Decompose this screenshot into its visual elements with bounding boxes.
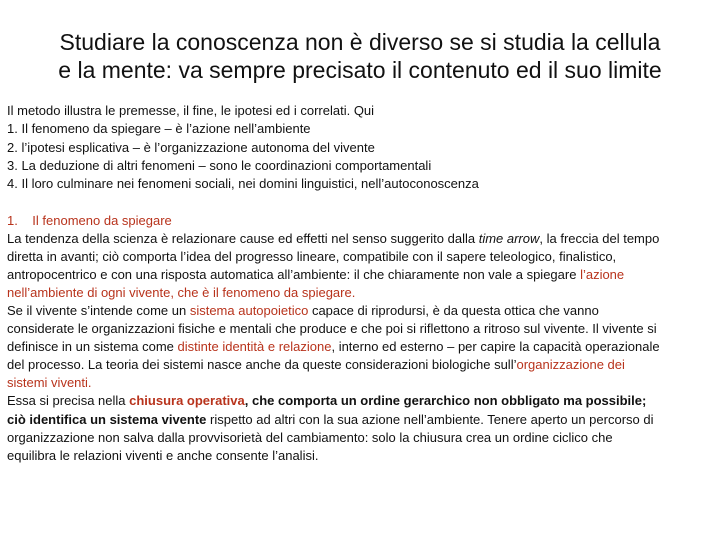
intro-line: 1. Il fenomeno da spiegare – è l’azione nell’ambiente bbox=[7, 121, 311, 137]
intro-line: 3. La deduzione di altri fenomeni – sono le coordinazioni comportamentali bbox=[7, 157, 432, 173]
paragraph-line: diretta in avanti; ciò comporta l’idea del progresso lineare, compatibile con il sapere teleologico, finalistico, bbox=[7, 249, 617, 265]
intro-line: Il metodo illustra le premesse, il fine, le ipotesi ed i correlati. Qui bbox=[7, 103, 375, 118]
highlight-term: l’azione bbox=[580, 267, 625, 283]
text-run: , interno ed esterno – per capire la capacità operazionale bbox=[331, 339, 660, 355]
paragraph-line bbox=[7, 411, 713, 429]
section-body bbox=[7, 212, 713, 465]
intro-line: 4. Il loro culminare nei fenomeni sociali, nei domini linguistici, nell’autoconoscenza bbox=[7, 176, 479, 192]
paragraph-line: organizzazione non salva dalla provvisorietà del cambiamento: solo la chiusura crea un ordine ciclico che bbox=[7, 429, 613, 445]
paragraph-line bbox=[7, 230, 713, 248]
text-run: rispetto ad altri con la sua azione nell’ambiente. Tenere aperto un percorso di bbox=[206, 411, 654, 427]
paragraph-line bbox=[7, 266, 713, 284]
highlight-term: sistema autopoietico bbox=[189, 303, 309, 319]
emphasis-term: time arrow bbox=[478, 231, 540, 247]
intro-list bbox=[7, 102, 713, 193]
paragraph-line bbox=[7, 392, 713, 410]
text-run: capace di riprodursi, è da questa ottica che vanno bbox=[308, 303, 599, 319]
slide-title bbox=[20, 28, 700, 84]
text-run: , la freccia del tempo bbox=[539, 231, 660, 247]
paragraph-line bbox=[7, 338, 713, 356]
paragraph-line bbox=[7, 356, 713, 374]
title-line-1: Studiare la conoscenza non è diverso se si studia la cellula bbox=[59, 29, 661, 55]
section-heading bbox=[7, 212, 713, 230]
text-run: Essa si precisa nella bbox=[7, 393, 130, 409]
highlight-term: chiusura operativa bbox=[129, 393, 245, 409]
highlight-term: distinte identità e relazione bbox=[177, 339, 332, 355]
text-run: La tendenza della scienza è relazionare cause ed effetti nel senso suggerito dalla bbox=[7, 231, 479, 247]
text-run: definisce in un sistema come bbox=[7, 339, 178, 355]
text-run: antropocentrico e con una risposta automatica all’ambiente: il che chiaramente non vale a spiegare bbox=[7, 267, 581, 283]
paragraph-line: equilibra le relazioni viventi e anche consente l’analisi. bbox=[7, 447, 319, 463]
paragraph-line bbox=[7, 302, 713, 320]
paragraph-line: considerate le organizzazioni fisiche e mentali che produce e che poi si riflettono a ritroso sul vivente. Il vivente si bbox=[7, 321, 657, 337]
text-run: Se il vivente s’intende come un bbox=[7, 303, 190, 319]
paragraph-line: sistemi viventi. bbox=[7, 375, 92, 391]
intro-line: 2. l’ipotesi esplicativa – è l’organizzazione autonoma del vivente bbox=[7, 139, 375, 155]
paragraph-line: nell’ambiente di ogni vivente, che è il fenomeno da spiegare. bbox=[7, 285, 356, 301]
bold-run: ciò identifica un sistema vivente bbox=[7, 411, 207, 427]
section-heading-text: Il fenomeno da spiegare bbox=[32, 213, 172, 228]
section-number: 1. bbox=[7, 213, 18, 228]
text-run: del processo. La teoria dei sistemi nasce anche da queste considerazioni biologiche sull’ bbox=[7, 357, 517, 373]
title-line-2: e la mente: va sempre precisato il contenuto ed il suo limite bbox=[58, 57, 662, 83]
bold-run: , che comporta un ordine gerarchico non obbligato ma possibile; bbox=[244, 393, 647, 409]
highlight-term: organizzazione dei bbox=[516, 357, 625, 373]
